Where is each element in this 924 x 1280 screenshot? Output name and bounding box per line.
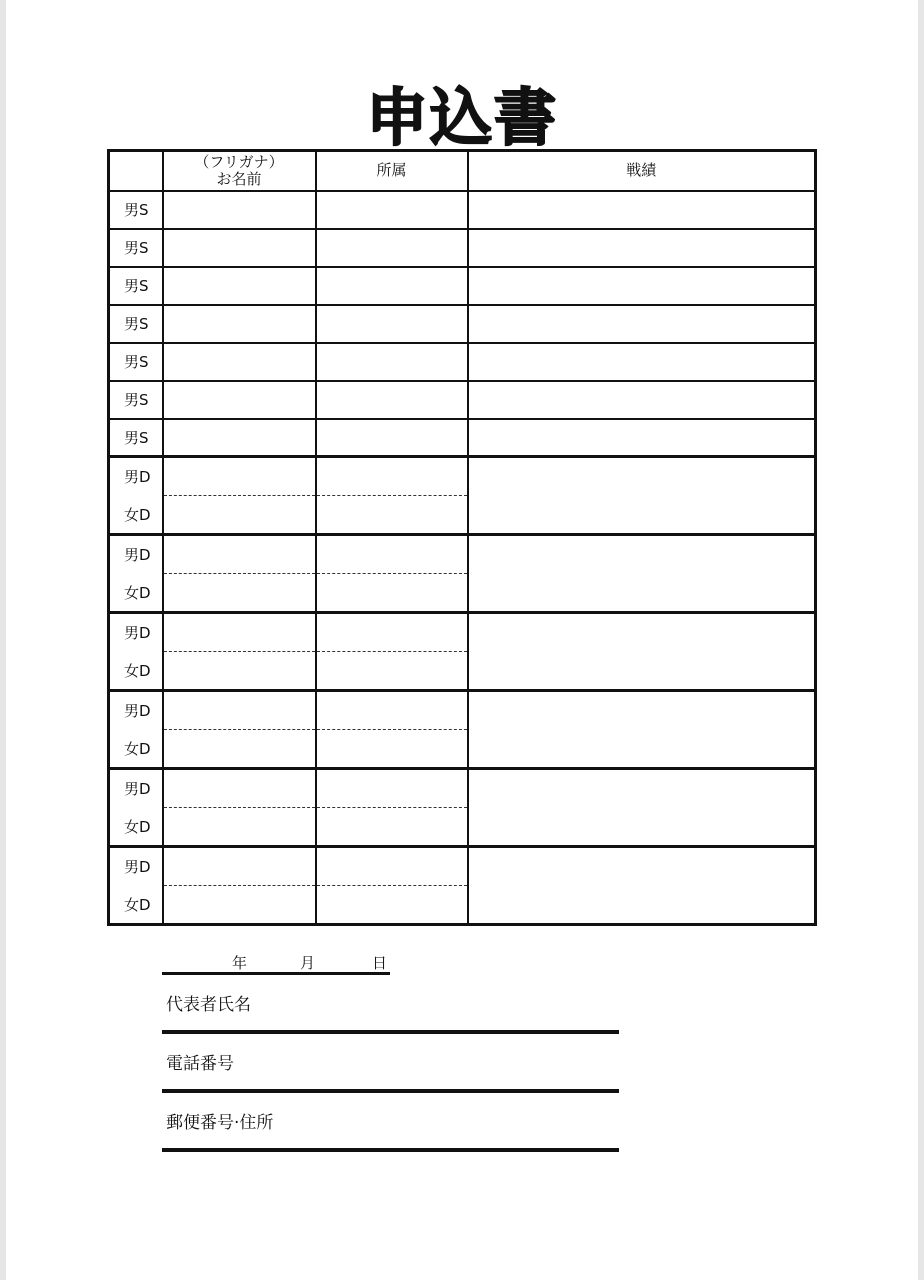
affiliation-cell[interactable] xyxy=(316,229,468,267)
doubles-category-top: 男D xyxy=(109,535,163,574)
doubles-row-top xyxy=(109,457,816,496)
affiliation-cell[interactable] xyxy=(316,457,468,496)
affiliation-cell[interactable] xyxy=(316,267,468,305)
phone-field[interactable] xyxy=(162,1049,619,1093)
doubles-row-top xyxy=(109,769,816,808)
doubles-category-top: 男D xyxy=(109,613,163,652)
doubles-category-bottom: 女D xyxy=(109,574,163,613)
name-cell[interactable] xyxy=(163,574,316,613)
affiliation-cell[interactable] xyxy=(316,535,468,574)
date-year-label: 年 xyxy=(232,954,248,972)
name-cell[interactable] xyxy=(163,229,316,267)
address-label: 郵便番号·住所 xyxy=(166,1113,274,1133)
singles-category: 男S xyxy=(109,381,163,419)
affiliation-cell[interactable] xyxy=(316,381,468,419)
name-cell[interactable] xyxy=(163,535,316,574)
name-cell[interactable] xyxy=(163,652,316,691)
header-name-label: お名前 xyxy=(216,169,262,188)
doubles-category-bottom: 女D xyxy=(109,496,163,535)
doubles-category-top: 男D xyxy=(109,691,163,730)
record-cell[interactable] xyxy=(468,691,816,769)
singles-row xyxy=(109,267,816,305)
record-cell[interactable] xyxy=(468,305,816,343)
doubles-row-top xyxy=(109,691,816,730)
record-cell[interactable] xyxy=(468,381,816,419)
singles-category: 男S xyxy=(109,191,163,229)
header-affiliation: 所属 xyxy=(316,151,468,191)
affiliation-cell[interactable] xyxy=(316,691,468,730)
doubles-category-top: 男D xyxy=(109,769,163,808)
doubles-category-bottom: 女D xyxy=(109,652,163,691)
affiliation-cell[interactable] xyxy=(316,886,468,925)
date-day-label: 日 xyxy=(372,954,388,972)
phone-label: 電話番号 xyxy=(166,1054,234,1074)
name-cell[interactable] xyxy=(163,769,316,808)
affiliation-cell[interactable] xyxy=(316,191,468,229)
singles-category: 男S xyxy=(109,343,163,381)
affiliation-cell[interactable] xyxy=(316,652,468,691)
date-field[interactable] xyxy=(162,952,390,975)
name-cell[interactable] xyxy=(163,691,316,730)
name-cell[interactable] xyxy=(163,613,316,652)
affiliation-cell[interactable] xyxy=(316,574,468,613)
form-title: 申込書 xyxy=(365,81,558,154)
record-cell[interactable] xyxy=(468,191,816,229)
record-cell[interactable] xyxy=(468,343,816,381)
singles-category: 男S xyxy=(109,229,163,267)
header-name-kana: （フリガナ） xyxy=(194,152,284,171)
name-cell[interactable] xyxy=(163,191,316,229)
name-cell[interactable] xyxy=(163,381,316,419)
singles-category: 男S xyxy=(109,305,163,343)
representative-label: 代表者氏名 xyxy=(166,995,251,1015)
affiliation-cell[interactable] xyxy=(316,769,468,808)
representative-field[interactable] xyxy=(162,990,619,1034)
doubles-category-bottom: 女D xyxy=(109,730,163,769)
affiliation-cell[interactable] xyxy=(316,847,468,886)
singles-row xyxy=(109,305,816,343)
singles-row xyxy=(109,191,816,229)
record-cell[interactable] xyxy=(468,847,816,925)
singles-row xyxy=(109,419,816,457)
doubles-row-top xyxy=(109,847,816,886)
record-cell[interactable] xyxy=(468,535,816,613)
header-name xyxy=(163,151,316,191)
record-cell[interactable] xyxy=(468,769,816,847)
singles-row xyxy=(109,343,816,381)
address-field[interactable] xyxy=(162,1108,619,1152)
name-cell[interactable] xyxy=(163,419,316,457)
header-category xyxy=(109,151,163,191)
record-cell[interactable] xyxy=(468,267,816,305)
doubles-category-bottom: 女D xyxy=(109,886,163,925)
record-cell[interactable] xyxy=(468,229,816,267)
name-cell[interactable] xyxy=(163,305,316,343)
affiliation-cell[interactable] xyxy=(316,496,468,535)
table-header-row xyxy=(109,151,816,191)
name-cell[interactable] xyxy=(163,457,316,496)
doubles-category-top: 男D xyxy=(109,457,163,496)
affiliation-cell[interactable] xyxy=(316,305,468,343)
name-cell[interactable] xyxy=(163,886,316,925)
singles-category: 男S xyxy=(109,267,163,305)
affiliation-cell[interactable] xyxy=(316,343,468,381)
singles-row xyxy=(109,381,816,419)
doubles-row-top xyxy=(109,613,816,652)
name-cell[interactable] xyxy=(163,496,316,535)
doubles-row-top xyxy=(109,535,816,574)
record-cell[interactable] xyxy=(468,419,816,457)
affiliation-cell[interactable] xyxy=(316,419,468,457)
affiliation-cell[interactable] xyxy=(316,808,468,847)
affiliation-cell[interactable] xyxy=(316,613,468,652)
record-cell[interactable] xyxy=(468,457,816,535)
name-cell[interactable] xyxy=(163,847,316,886)
singles-category: 男S xyxy=(109,419,163,457)
doubles-category-top: 男D xyxy=(109,847,163,886)
name-cell[interactable] xyxy=(163,343,316,381)
date-month-label: 月 xyxy=(300,954,316,972)
entry-table xyxy=(107,149,817,926)
singles-row xyxy=(109,229,816,267)
doubles-category-bottom: 女D xyxy=(109,808,163,847)
name-cell[interactable] xyxy=(163,267,316,305)
header-record: 戦績 xyxy=(468,151,816,191)
name-cell[interactable] xyxy=(163,808,316,847)
name-cell[interactable] xyxy=(163,730,316,769)
affiliation-cell[interactable] xyxy=(316,730,468,769)
record-cell[interactable] xyxy=(468,613,816,691)
